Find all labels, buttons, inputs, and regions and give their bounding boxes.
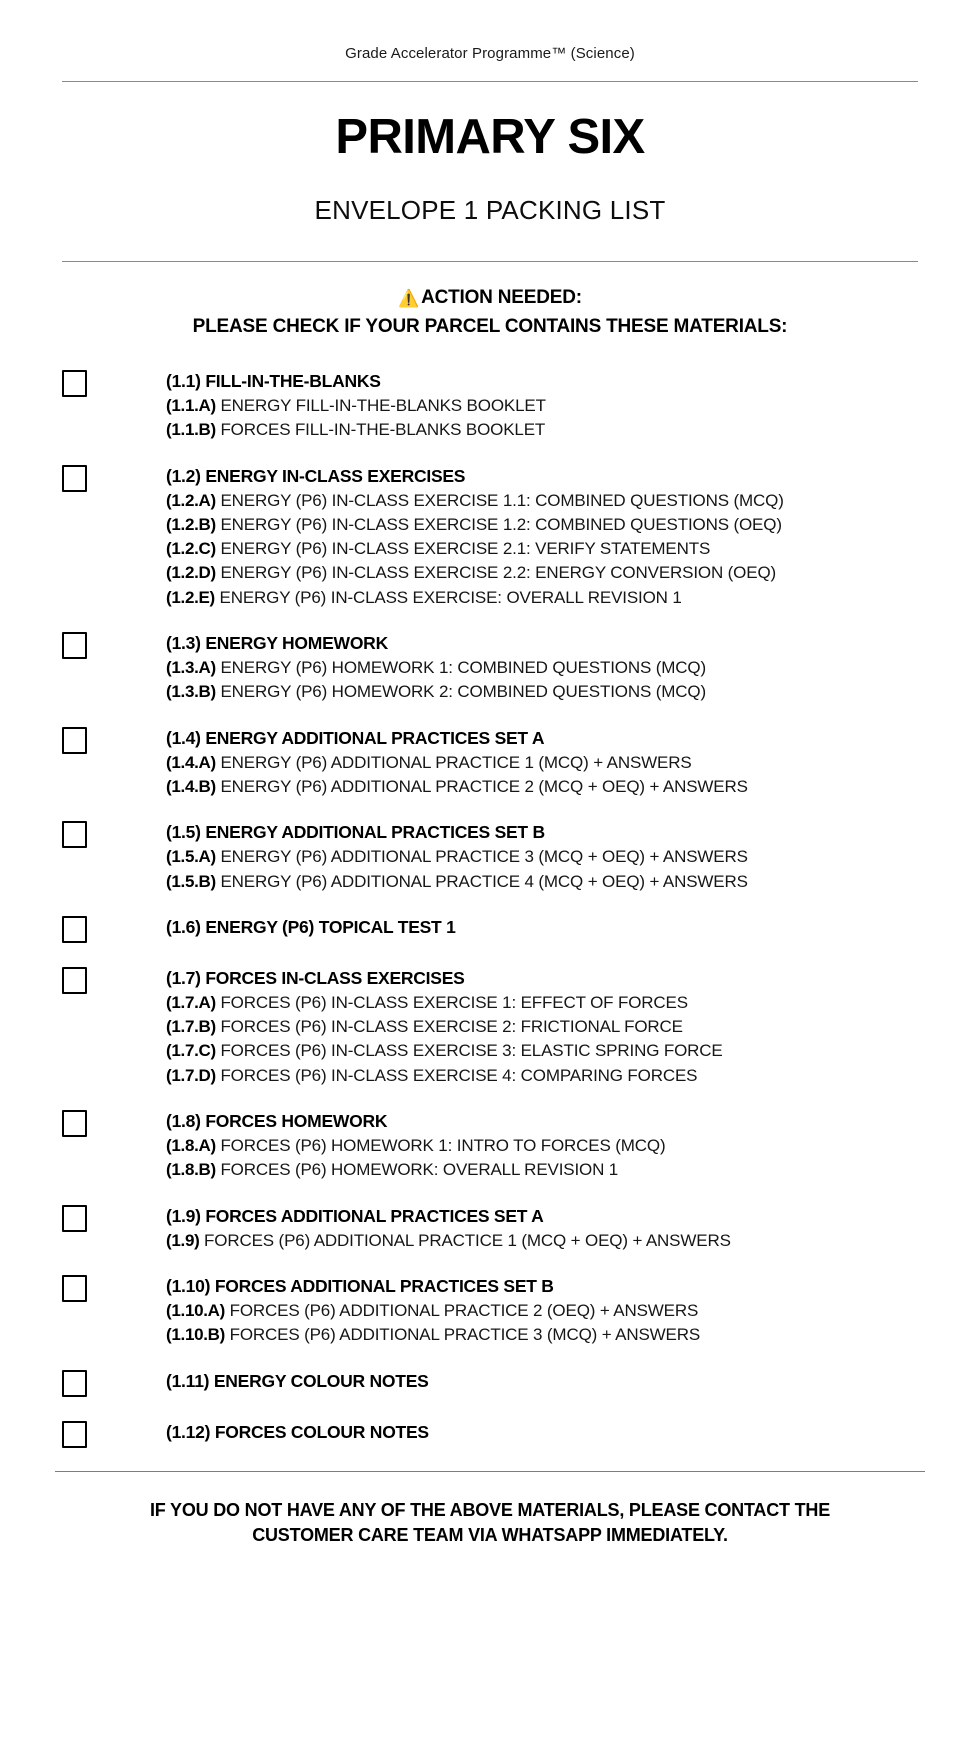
checklist-subitem [166, 586, 980, 610]
subitem-label: (1.2.B) [166, 514, 216, 534]
checklist-group-title: (1.10) FORCES ADDITIONAL PRACTICES SET B [166, 1275, 554, 1296]
checklist-group-1.3 [62, 631, 980, 705]
header-divider-top [62, 81, 918, 82]
checklist-subitem [166, 1015, 980, 1039]
checklist-group-1.2 [62, 464, 980, 610]
subitem-text: FORCES (P6) ADDITIONAL PRACTICE 2 (OEQ) + ANSWERS [229, 1300, 699, 1320]
packing-checklist [0, 369, 980, 1450]
checkbox-1.7[interactable] [62, 967, 87, 994]
checklist-subitem [166, 991, 980, 1015]
checklist-group-1.4 [62, 726, 980, 800]
subitem-label: (1.10.B) [166, 1325, 226, 1345]
subitem-label: (1.2.C) [166, 539, 216, 559]
checkbox-1.1[interactable] [62, 370, 87, 397]
subitem-label: (1.9) [166, 1230, 200, 1250]
subitem-text: ENERGY (P6) IN-CLASS EXERCISE 1.1: COMBINED QUESTIONS (MCQ) [220, 490, 784, 510]
checklist-group-title: (1.6) ENERGY (P6) TOPICAL TEST 1 [166, 916, 456, 937]
checklist-subitem [166, 870, 980, 894]
checklist-group-1.1 [62, 369, 980, 443]
checkbox-1.3[interactable] [62, 632, 87, 659]
checklist-group-1.5 [62, 820, 980, 894]
checklist-group-title: (1.11) ENERGY COLOUR NOTES [166, 1370, 429, 1391]
checklist-subitem [166, 1158, 980, 1182]
footer-divider [55, 1471, 925, 1472]
checklist-subitem [166, 489, 980, 513]
checklist-subitem [166, 1039, 980, 1063]
checklist-group-title: (1.2) ENERGY IN-CLASS EXERCISES [166, 465, 466, 486]
checklist-subitem [166, 418, 980, 442]
checklist-subitem [166, 394, 980, 418]
checklist-group-title: (1.8) FORCES HOMEWORK [166, 1111, 388, 1132]
subitem-text: ENERGY (P6) HOMEWORK 2: COMBINED QUESTIONS (MCQ) [220, 682, 706, 702]
subitem-label: (1.3.B) [166, 682, 216, 702]
checklist-subitem [166, 537, 980, 561]
subitem-text: FORCES (P6) ADDITIONAL PRACTICE 1 (MCQ + OEQ) + ANSWERS [204, 1230, 731, 1250]
subitem-text: FORCES (P6) HOMEWORK 1: INTRO TO FORCES (MCQ) [220, 1136, 666, 1156]
checklist-group-title: (1.7) FORCES IN-CLASS EXERCISES [166, 967, 465, 988]
checkbox-1.6[interactable] [62, 916, 87, 943]
checkbox-1.11[interactable] [62, 1370, 87, 1397]
subitem-text: FORCES (P6) IN-CLASS EXERCISE 2: FRICTIONAL FORCE [220, 1017, 683, 1037]
checklist-subitem [166, 1229, 980, 1253]
subitem-label: (1.3.A) [166, 658, 216, 678]
brand-header: Grade Accelerator Programme™ (Science) [345, 45, 635, 62]
action-instruction: PLEASE CHECK IF YOUR PARCEL CONTAINS THESE MATERIALS: [192, 316, 788, 337]
subitem-text: ENERGY (P6) ADDITIONAL PRACTICE 2 (MCQ + OEQ) + ANSWERS [220, 776, 748, 796]
subitem-text: ENERGY (P6) HOMEWORK 1: COMBINED QUESTIONS (MCQ) [220, 658, 706, 678]
checklist-subitem [166, 561, 980, 585]
checklist-group-1.12 [62, 1420, 980, 1450]
page-subtitle: ENVELOPE 1 PACKING LIST [314, 195, 666, 225]
subitem-text: ENERGY (P6) ADDITIONAL PRACTICE 4 (MCQ + OEQ) + ANSWERS [220, 871, 748, 891]
checkbox-1.10[interactable] [62, 1275, 87, 1302]
subitem-text: ENERGY (P6) IN-CLASS EXERCISE 2.1: VERIFY STATEMENTS [220, 539, 711, 559]
checklist-subitem [166, 1299, 980, 1323]
subitem-label: (1.4.B) [166, 776, 216, 796]
subitem-text: ENERGY (P6) IN-CLASS EXERCISE: OVERALL REVISION 1 [219, 587, 682, 607]
checklist-subitem [166, 1134, 980, 1158]
checkbox-1.2[interactable] [62, 465, 87, 492]
header-divider-bottom [62, 261, 918, 262]
page-title: PRIMARY SIX [335, 110, 645, 164]
footer-line-2: CUSTOMER CARE TEAM VIA WHATSAPP IMMEDIATELY. [252, 1524, 728, 1545]
subitem-text: ENERGY (P6) IN-CLASS EXERCISE 2.2: ENERGY CONVERSION (OEQ) [220, 563, 777, 583]
action-needed-label: ACTION NEEDED: [421, 287, 582, 308]
checklist-subitem [166, 1323, 980, 1347]
checklist-group-title: (1.1) FILL-IN-THE-BLANKS [166, 371, 381, 391]
subitem-label: (1.1.B) [166, 420, 216, 440]
subitem-text: FORCES FILL-IN-THE-BLANKS BOOKLET [220, 420, 546, 440]
subitem-label: (1.4.A) [166, 752, 216, 772]
checklist-subitem [166, 513, 980, 537]
checklist-group-1.6 [62, 915, 980, 945]
subitem-text: ENERGY FILL-IN-THE-BLANKS BOOKLET [220, 396, 546, 415]
subitem-label: (1.7.C) [166, 1041, 216, 1061]
checklist-subitem [166, 751, 980, 775]
checklist-group-1.7 [62, 966, 980, 1088]
subitem-label: (1.8.B) [166, 1160, 216, 1180]
subitem-label: (1.7.D) [166, 1065, 216, 1085]
subitem-text: FORCES (P6) IN-CLASS EXERCISE 1: EFFECT OF FORCES [220, 992, 688, 1012]
subitem-label: (1.7.A) [166, 992, 216, 1012]
checklist-group-title: (1.12) FORCES COLOUR NOTES [166, 1421, 429, 1442]
checklist-group-1.8 [62, 1109, 980, 1183]
subitem-text: FORCES (P6) ADDITIONAL PRACTICE 3 (MCQ) + ANSWERS [229, 1325, 701, 1345]
footer-line-1: IF YOU DO NOT HAVE ANY OF THE ABOVE MATERIALS, PLEASE CONTACT THE [149, 1499, 831, 1520]
checkbox-1.5[interactable] [62, 821, 87, 848]
subitem-text: FORCES (P6) IN-CLASS EXERCISE 3: ELASTIC SPRING FORCE [220, 1041, 723, 1061]
checkbox-1.12[interactable] [62, 1421, 87, 1448]
action-banner [0, 287, 980, 338]
subitem-label: (1.1.A) [166, 396, 216, 415]
checklist-subitem [166, 775, 980, 799]
subitem-label: (1.8.A) [166, 1136, 216, 1156]
subitem-text: FORCES (P6) IN-CLASS EXERCISE 4: COMPARING FORCES [220, 1065, 698, 1085]
checklist-subitem [166, 680, 980, 704]
checklist-group-title: (1.9) FORCES ADDITIONAL PRACTICES SET A [166, 1205, 544, 1226]
subitem-text: ENERGY (P6) ADDITIONAL PRACTICE 1 (MCQ) + ANSWERS [220, 752, 692, 772]
checklist-subitem [166, 845, 980, 869]
warning-triangle-icon: ⚠️ [398, 289, 420, 308]
checklist-subitem [166, 656, 980, 680]
checkbox-1.9[interactable] [62, 1205, 87, 1232]
checkbox-1.8[interactable] [62, 1110, 87, 1137]
action-needed-heading [0, 287, 980, 309]
checkbox-1.4[interactable] [62, 727, 87, 754]
subitem-label: (1.7.B) [166, 1017, 216, 1037]
checklist-group-title: (1.4) ENERGY ADDITIONAL PRACTICES SET A [166, 727, 545, 748]
checklist-group-1.11 [62, 1369, 980, 1399]
subitem-label: (1.5.A) [166, 847, 216, 867]
checklist-group-1.10 [62, 1274, 980, 1348]
subitem-label: (1.2.D) [166, 563, 216, 583]
checklist-group-title: (1.3) ENERGY HOMEWORK [166, 633, 388, 654]
checklist-group-title: (1.5) ENERGY ADDITIONAL PRACTICES SET B [166, 822, 545, 843]
subitem-text: ENERGY (P6) IN-CLASS EXERCISE 1.2: COMBINED QUESTIONS (OEQ) [220, 514, 782, 534]
subitem-label: (1.5.B) [166, 871, 216, 891]
subitem-label: (1.10.A) [166, 1300, 226, 1320]
subitem-label: (1.2.E) [166, 587, 215, 607]
subitem-text: FORCES (P6) HOMEWORK: OVERALL REVISION 1 [220, 1160, 619, 1180]
subitem-label: (1.2.A) [166, 490, 216, 510]
footer-notice [0, 1498, 980, 1548]
subitem-text: ENERGY (P6) ADDITIONAL PRACTICE 3 (MCQ + OEQ) + ANSWERS [220, 847, 748, 867]
checklist-subitem [166, 1064, 980, 1088]
checklist-group-1.9 [62, 1204, 980, 1253]
